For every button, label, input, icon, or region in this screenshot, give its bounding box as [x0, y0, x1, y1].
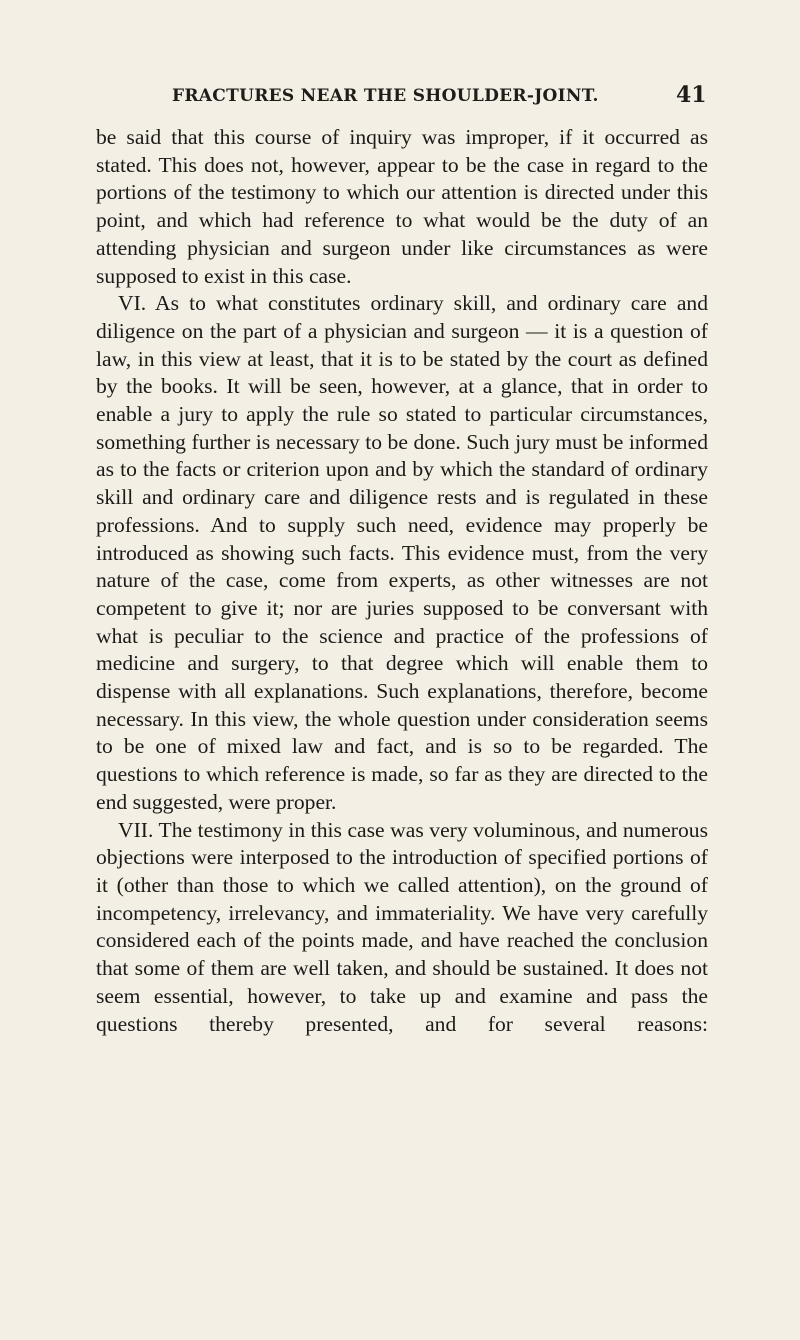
paragraph-continuation: be said that this course of inquiry was improper, if it occurred as stated. This does not, however, appear to be the case in regard to the portions of the testimony to which our attention is directed under this point, and which had reference to what would be the duty of an attending physician and surgeon under like circumstances as were supposed to exist in this case. [96, 125, 708, 288]
page-number: 41 [676, 82, 707, 108]
running-head: FRACTURES NEAR THE SHOULDER-JOINT. [172, 86, 599, 106]
body-text [96, 124, 708, 1038]
paragraph-section-vi: VI. As to what constitutes ordinary skill, and ordinary care and diligence on the part of a physician and surgeon — it is a question of law, in this view at least, that it is to be stated by the court as defined by the books. It will be seen, however, at a glance, that in order to enable a jury to apply the rule so stated to particular circumstances, something further is necessary to be done. Such jury must be informed as to the facts or criterion upon and by which the standard of ordinary skill and ordinary care and diligence rests and is regulated in these professions. And to supply such need, evidence may properly be introduced as showing such facts. This evidence must, from the very nature of the case, come from experts, as other witnesses are not competent to give it; nor are juries supposed to be conversant with what is peculiar to the science and practice of the professions of medicine and surgery, to that degree which will enable them to dispense with all explanations. Such explanations, therefore, become necessary. In this view, the whole question under consideration seems to be one of mixed law and fact, and is so to be regarded. The questions to which reference is made, so far as they are directed to the end suggested, were proper. [96, 291, 708, 814]
paragraph-section-vii: VII. The testimony in this case was very voluminous, and numerous objections were interposed to the introduction of specified portions of it (other than those to which we called attention), on the ground of incompetency, irrelevancy, and immateriality. We have very carefully considered each of the points made, and have reached the conclusion that some of them are well taken, and should be sustained. It does not seem essential, however, to take up and examine and pass the questions thereby presented, and for several reasons: [96, 817, 708, 1036]
